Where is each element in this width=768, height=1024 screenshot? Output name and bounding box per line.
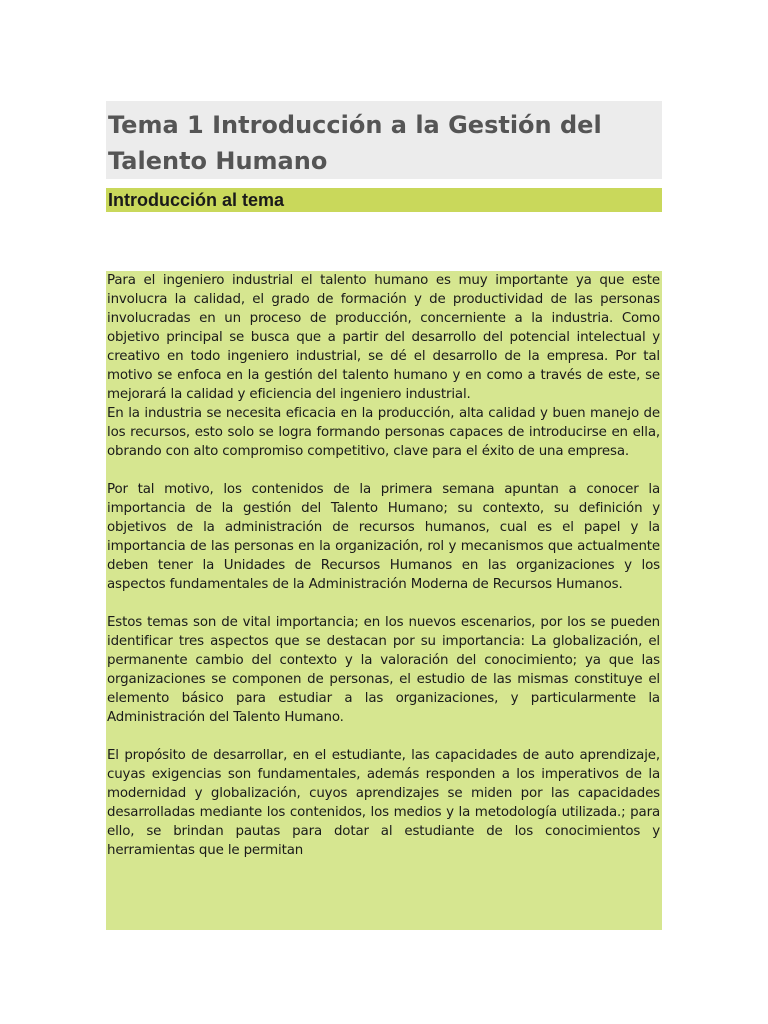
section-heading-banner: [106, 188, 662, 212]
paragraph-intro-talent: Para el ingeniero industrial el talento humano es muy importante ya que este involucra la calidad, el grado de formación y de productividad de las personas involucradas en un proceso de producción, concerniente a la industria. Como objetivo principal se busca que a partir del desarrollo del potencial intelectual y creativo en todo ingeniero industrial, se dé el desarrollo de la empresa. Por tal motivo se enfoca en la gestión del talento humano y en como a través de este, se mejorará la calidad y eficiencia del ingeniero industrial.: [107, 273, 660, 402]
title-banner: [106, 101, 662, 179]
paragraph-first-week-contents: Por tal motivo, los contenidos de la primera semana apuntan a conocer la importancia de la gestión del Talento Humano; su contexto, su definición y objetivos de la administración de recursos humanos, cual es el papel y la importancia de las personas en la organización, rol y mecanismos que actualmente deben tener la Unidades de Recursos Humanos en las organizaciones y los aspectos fundamentales de la Administración Moderna de Recursos Humanos.: [107, 482, 660, 592]
paragraph-purpose: El propósito de desarrollar, en el estudiante, las capacidades de auto aprendizaje, cuyas exigencias son fundamentales, además responden a los imperativos de la modernidad y globalización, cuyos aprendizajes se miden por las capacidades desarrolladas mediante los contenidos, los medios y la metodología utilizada.; para ello, se brindan pautas para dotar al estudiante de los conocimientos y herramientas que le permitan: [107, 748, 660, 858]
paragraph-vital-topics: Estos temas son de vital importancia; en los nuevos escenarios, por los se pueden identificar tres aspectos que se destacan por su importancia: La globalización, el permanente cambio del contexto y la valoración del conocimiento; ya que las organizaciones se componen de personas, el estudio de las mismas constituye el elemento básico para estudiar a las organizaciones, y particularmente la Administración del Talento Humano.: [107, 615, 660, 725]
page-title: Tema 1 Introducción a la Gestión del Talento Humano: [108, 111, 602, 175]
highlighted-body-text: [106, 271, 662, 930]
section-heading: Introducción al tema: [108, 190, 285, 210]
paragraph-industry-efficiency: En la industria se necesita eficacia en la producción, alta calidad y buen manejo de los recursos, esto solo se logra formando personas capaces de introducirse en ella, obrando con alto compromiso competitivo, clave para el éxito de una empresa.: [107, 406, 660, 459]
